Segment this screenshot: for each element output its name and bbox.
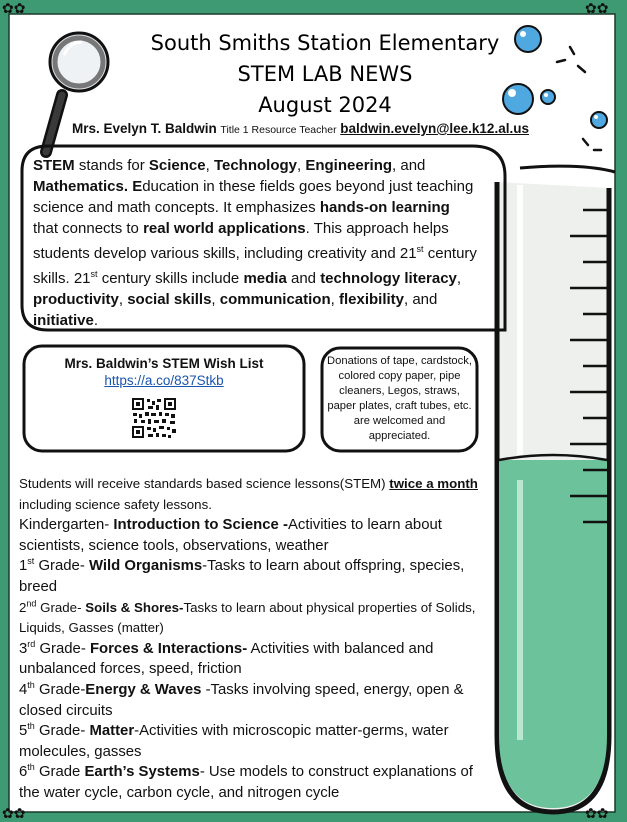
grade-item	[19, 556, 494, 597]
grade-prefix: Grade-	[36, 599, 86, 615]
donations-note: Donations of tape, cardstock, colored copy paper, pipe cleaners, Legos, straws, paper plates, craft tubes, etc. are welcomed and appreciated.	[327, 355, 472, 442]
grade-topic: Energy & Waves	[85, 681, 202, 698]
wishlist-link[interactable]: https://a.co/837Stkb	[104, 373, 224, 388]
grade-description: Activities with balanced and unbalanced forces, speed, friction	[19, 640, 434, 678]
grade-description: -Activities with microscopic matter-germs, water molecules, gasses	[19, 723, 449, 760]
grade-description: -Tasks to learn about offspring, species, breed	[19, 558, 465, 595]
teacher-role: Title 1 Resource Teacher	[220, 124, 337, 136]
grade-list	[19, 515, 494, 803]
stem-intro-text: STEM stands for Science, Technology, Engineering, and Mathematics. Education in these fields goes beyond just teaching science and math concepts. It emphasizes hands-on learning that connects to real world applications. This approach helps students develop various skills, including creativity and 21st century skills. 21st century skills include media and technology literacy, productivity, social skills, communication, flexibility, and initiative.	[33, 157, 477, 329]
grade-number: 4	[19, 681, 28, 698]
teacher-name: Mrs. Evelyn T. Baldwin	[72, 121, 217, 136]
grade-description: Tasks to learn about physical properties of Solids, Liquids, Gasses (matter)	[19, 599, 476, 636]
grade-prefix: Grade-	[34, 681, 86, 698]
grade-topic: Soils & Shores-	[85, 599, 184, 615]
grade-item	[19, 721, 494, 762]
corner-ornament-icon: ✿✿	[585, 0, 609, 16]
grade-description: Activities to learn about scientists, science tools, observations, weather	[19, 517, 442, 554]
newsletter-date: August 2024	[258, 93, 392, 117]
grade-prefix: Kindergarten-	[19, 517, 114, 534]
grade-topic: Forces & Interactions-	[89, 640, 248, 657]
corner-ornament-icon: ✿✿	[2, 0, 26, 16]
grade-topic: Introduction to Science -	[113, 517, 288, 534]
grade-prefix: Grade	[34, 764, 85, 781]
corner-ornament-icon: ✿✿	[2, 805, 26, 821]
stem-intro	[33, 155, 478, 331]
grade-prefix: Grade-	[34, 723, 90, 740]
newsletter-header	[110, 28, 540, 121]
grade-suffix: th	[27, 721, 35, 732]
author-line	[72, 121, 552, 136]
grade-topic: Wild Organisms	[88, 558, 203, 575]
newsletter-title: STEM LAB NEWS	[237, 62, 413, 86]
grade-suffix: st	[27, 556, 35, 567]
test-tube-icon	[497, 166, 615, 812]
wishlist-title: Mrs. Baldwin’s STEM Wish List	[64, 356, 264, 371]
grade-topic: Matter	[89, 723, 135, 740]
grade-number: 2	[19, 599, 27, 615]
lessons-section	[19, 474, 494, 804]
grade-description: -Tasks involving speed, energy, open & closed circuits	[19, 681, 464, 719]
grade-number: 6	[19, 764, 28, 781]
grade-number: 1	[19, 558, 28, 575]
grade-suffix: th	[27, 762, 35, 773]
grade-number: 3	[19, 640, 28, 657]
grade-prefix: Grade-	[35, 640, 90, 657]
wishlist-panel	[24, 346, 304, 388]
grade-item	[19, 515, 494, 556]
grade-suffix: nd	[26, 598, 37, 609]
grade-suffix: rd	[27, 638, 36, 649]
qr-code-icon	[132, 398, 176, 438]
grade-suffix: th	[27, 679, 35, 690]
grade-prefix: Grade-	[34, 558, 89, 575]
grade-item	[19, 598, 494, 639]
grade-item	[19, 680, 494, 721]
school-name: South Smiths Station Elementary	[150, 31, 500, 55]
grade-topic: Earth’s Systems	[84, 764, 200, 781]
grade-item	[19, 762, 494, 803]
corner-ornament-icon: ✿✿	[585, 805, 609, 821]
grade-number: 5	[19, 723, 28, 740]
lessons-intro: Students will receive standards based science lessons(STEM) twice a month including science safety lessons.	[19, 476, 478, 512]
grade-item	[19, 639, 494, 680]
grade-description: - Use models to construct explanations of the water cycle, carbon cycle, and nitrogen cycle	[19, 764, 473, 801]
teacher-email-link[interactable]: baldwin.evelyn@lee.k12.al.us	[340, 121, 529, 136]
